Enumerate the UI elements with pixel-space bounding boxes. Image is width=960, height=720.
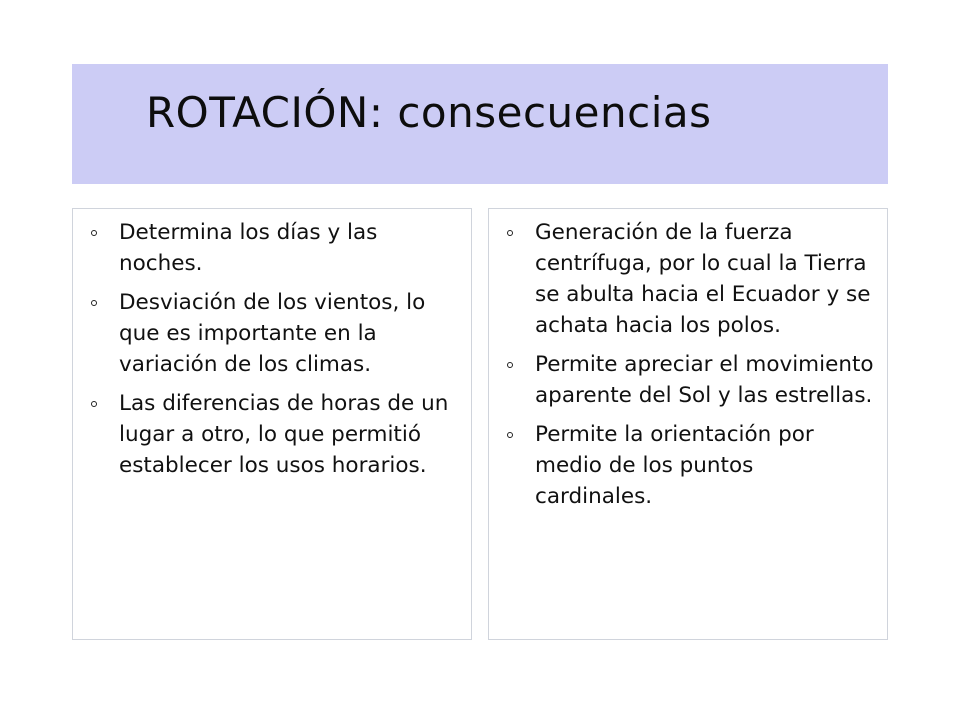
bullet-item <box>489 349 875 411</box>
bullet-text: Permite apreciar el movimiento aparente del Sol y las estrellas. <box>535 352 874 408</box>
bullet-dot-icon <box>507 230 513 236</box>
bullet-dot-icon <box>91 300 97 306</box>
right-bullet-list <box>489 209 887 512</box>
bullet-text: Las diferencias de horas de un lugar a otro, lo que permitió establecer los usos horarios. <box>119 391 449 478</box>
bullet-text: Determina los días y las noches. <box>119 220 378 276</box>
left-bullet-list <box>73 209 471 481</box>
bullet-item <box>489 217 875 341</box>
bullet-text: Permite la orientación por medio de los puntos cardinales. <box>535 422 814 509</box>
bullet-item <box>489 419 875 512</box>
bullet-item <box>73 217 459 279</box>
bullet-dot-icon <box>91 230 97 236</box>
title-band <box>72 64 888 184</box>
bullet-item <box>73 388 459 481</box>
left-content-box <box>72 208 472 640</box>
slide-title: ROTACIÓN: consecuencias <box>146 88 712 137</box>
bullet-dot-icon <box>91 401 97 407</box>
bullet-dot-icon <box>507 432 513 438</box>
right-content-box <box>488 208 888 640</box>
bullet-text: Generación de la fuerza centrífuga, por lo cual la Tierra se abulta hacia el Ecuador y se achata hacia los polos. <box>535 220 871 338</box>
bullet-item <box>73 287 459 380</box>
bullet-dot-icon <box>507 362 513 368</box>
bullet-text: Desviación de los vientos, lo que es importante en la variación de los climas. <box>119 290 426 377</box>
